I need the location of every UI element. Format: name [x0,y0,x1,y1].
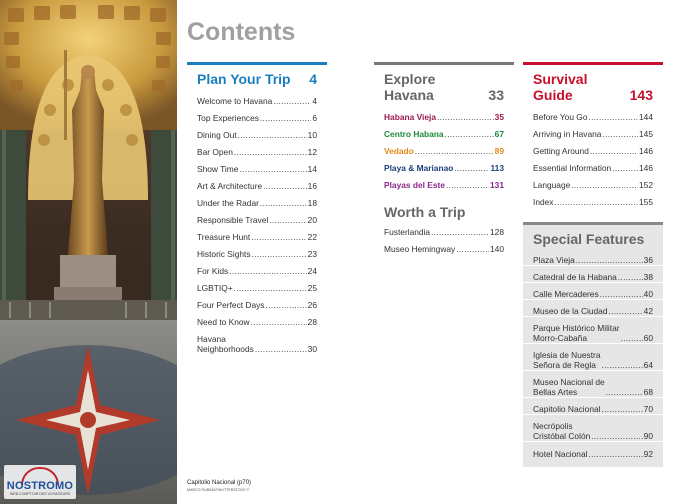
toc-item-page: 128 [490,227,504,237]
toc-item-label: Dining Out [197,130,237,140]
toc-item[interactable] [523,415,663,442]
toc-item-label: Art & Architecture [197,181,263,191]
survival-list [523,105,663,207]
neighborhood-link[interactable] [374,139,514,156]
plan-your-trip-section [187,62,327,358]
toc-item-label: Habana Vieja [384,112,436,122]
leader-dots [415,146,494,156]
leader-dots [266,300,307,310]
neighborhood-link[interactable] [374,122,514,139]
toc-item-page: 92 [643,449,653,459]
toc-item-label: Playa & Marianao [384,163,454,173]
toc-item[interactable] [187,140,327,157]
toc-item-page: 26 [307,300,317,310]
cover-photo [0,0,177,504]
special-features-section [523,222,663,467]
leader-dots [234,147,307,157]
leader-dots [255,344,307,354]
toc-item-label: Calle Mercaderes [533,289,599,299]
page-title: Contents [187,18,296,46]
toc-item[interactable] [523,249,663,266]
leader-dots [600,289,643,299]
toc-item-page: 30 [307,344,317,354]
toc-item-label [533,323,620,343]
toc-item-label: Treasure Hunt [197,232,251,242]
toc-item-label: Index [533,197,554,207]
leader-dots [251,317,307,327]
neighborhood-link[interactable] [374,173,514,190]
leader-dots [606,387,643,397]
toc-item[interactable] [187,191,327,208]
worth-header [374,190,514,220]
toc-item-page: 64 [643,360,653,370]
toc-item-page: 90 [643,431,653,441]
toc-item-label: Playas del Este [384,180,445,190]
toc-item-label: Centro Habana [384,129,444,139]
plan-title[interactable]: Plan Your Trip [197,71,291,87]
toc-item-label: Capitolio Nacional [533,404,601,414]
toc-item[interactable] [523,398,663,415]
toc-item[interactable] [523,173,663,190]
leader-dots [239,164,306,174]
toc-item-label: Museo Hemingway [384,244,456,254]
toc-item-page: 60 [643,333,653,343]
leader-dots [602,129,638,139]
toc-item-page: 38 [643,272,653,282]
survival-title[interactable] [533,71,587,103]
toc-item-page: 146 [639,146,653,156]
leader-dots [234,283,307,293]
toc-item-label-line1: Havana [197,334,226,344]
toc-item[interactable] [523,442,663,459]
leader-dots [576,255,643,265]
nostromo-logo [4,465,76,499]
leader-dots [260,198,307,208]
toc-item-page: 14 [307,164,317,174]
toc-item-page: 10 [307,130,317,140]
photo-caption [187,480,251,494]
toc-item-label-line2: Señora de Regla [533,360,596,370]
toc-item-neighborhoods[interactable] [187,327,327,354]
logo-tagline: WEB COMPTOIR DES VOYAGEURS [9,492,71,496]
toc-item-label-line1: Parque Histórico Militar [533,323,620,333]
toc-item-page: 152 [639,180,653,190]
toc-item-page: 146 [639,163,653,173]
toc-item-label-line1: Museo Nacional de [533,377,605,387]
leader-dots [446,180,489,190]
toc-item[interactable] [187,225,327,242]
explore-title-line2: Havana [384,87,434,103]
toc-item-label: Under the Radar [197,198,259,208]
toc-item[interactable] [187,259,327,276]
toc-item-label-line1: Necrópolis [533,421,573,431]
toc-item-page: 36 [643,255,653,265]
toc-item[interactable] [523,300,663,317]
toc-item-page: 6 [312,113,317,123]
toc-item-page: 67 [494,129,504,139]
toc-item-label: Four Perfect Days [197,300,265,310]
toc-item-page: 22 [307,232,317,242]
toc-item-label-line1: Iglesia de Nuestra [533,350,601,360]
toc-item-label-line2: Morro-Cabaña [533,333,587,343]
toc-item[interactable] [187,242,327,259]
worth-title[interactable]: Worth a Trip [384,204,466,220]
logo-name: NOSTROMO [6,480,74,492]
leader-dots [612,163,638,173]
toc-item-label [533,421,590,441]
toc-item[interactable] [374,220,514,237]
leader-dots [588,449,642,459]
toc-item[interactable] [187,174,327,191]
worth-list [374,220,514,254]
leader-dots [252,249,307,259]
explore-page: 33 [488,87,504,103]
leader-dots [555,197,639,207]
explore-havana-section [374,62,514,258]
toc-item-page: 20 [307,215,317,225]
toc-item-page: 16 [307,181,317,191]
leader-dots [437,112,494,122]
capitolio-illustration [0,0,177,504]
leader-dots [618,272,643,282]
leader-dots [238,130,307,140]
toc-item[interactable] [523,344,663,371]
leader-dots [260,113,311,123]
toc-item-label: Vedado [384,146,414,156]
toc-item-label: Before You Go [533,112,588,122]
toc-item-page: 35 [494,112,504,122]
leader-dots [269,215,306,225]
leader-dots [571,180,638,190]
toc-item-label: Show Time [197,164,239,174]
toc-item-page: 4 [312,96,317,106]
neighborhood-link[interactable] [374,105,514,122]
leader-dots [454,163,489,173]
caption-text: Capitolio Nacional (p70) [187,480,252,486]
toc-item-page: 113 [490,163,504,173]
leader-dots [445,129,494,139]
leader-dots [263,181,307,191]
toc-item[interactable] [187,208,327,225]
toc-item[interactable] [523,190,663,207]
leader-dots [431,227,489,237]
toc-item-page: 131 [490,180,504,190]
toc-item[interactable] [523,317,663,344]
explore-title[interactable] [384,71,435,103]
leader-dots [602,404,643,414]
toc-item-page: 23 [307,249,317,259]
survival-page: 143 [629,87,653,103]
special-title: Special Features [533,231,645,247]
toc-item-label: Getting Around [533,146,589,156]
toc-item[interactable] [523,139,663,156]
explore-header [374,65,514,103]
leader-dots [251,232,306,242]
toc-item-page: 155 [639,197,653,207]
toc-item-label: For Kids [197,266,229,276]
toc-item-page: 28 [307,317,317,327]
toc-item-label: Top Experiences [197,113,259,123]
survival-title-line2: Guide [533,87,573,103]
special-list [523,249,663,459]
toc-item-page: 42 [643,306,653,316]
toc-item-page: 144 [639,112,653,122]
explore-title-line1: Explore [384,71,436,87]
toc-item-label: Fusterlandia [384,227,431,237]
toc-item[interactable] [187,123,327,140]
toc-item-label-line2: Neighborhoods [197,344,254,354]
leader-dots [591,431,642,441]
photo-credit: MARCO RUBINO/SHUTTERSTOCK © [187,488,250,492]
toc-item-page: 68 [643,387,653,397]
toc-item-page: 89 [494,146,504,156]
toc-item-label: Language [533,180,571,190]
leader-dots [602,360,643,370]
toc-item-label-line2: Cristóbal Colón [533,431,591,441]
toc-item[interactable] [187,293,327,310]
toc-item[interactable] [523,283,663,300]
toc-item-page: 140 [490,244,504,254]
neighborhood-link[interactable] [374,156,514,173]
toc-item-label [533,350,601,370]
leader-dots [273,96,311,106]
toc-item[interactable] [187,310,327,327]
toc-item-page: 25 [307,283,317,293]
toc-item-label [533,377,605,397]
toc-item[interactable] [187,276,327,293]
toc-item-label: Historic Sights [197,249,251,259]
toc-item-label: LGBTIQ+ [197,283,233,293]
toc-item-label: Responsible Travel [197,215,269,225]
leader-dots [588,112,638,122]
toc-item[interactable] [187,157,327,174]
toc-item-label: Catedral de la Habana [533,272,617,282]
toc-item[interactable] [374,237,514,254]
toc-item-label-line2: Bellas Artes [533,387,578,397]
survival-header [523,65,663,103]
toc-item-label: Essential Information [533,163,612,173]
explore-list [374,105,514,190]
leader-dots [456,244,489,254]
toc-item-page: 70 [643,404,653,414]
toc-item-label: Need to Know [197,317,250,327]
toc-item-page: 18 [307,198,317,208]
plan-list [187,89,327,327]
toc-item[interactable] [187,106,327,123]
toc-item[interactable] [523,156,663,173]
leader-dots [229,266,306,276]
toc-item-page: 145 [639,129,653,139]
toc-item-label: Bar Open [197,147,233,157]
toc-item[interactable] [523,105,663,122]
leader-dots [590,146,638,156]
plan-page: 4 [309,71,317,87]
toc-item-page: 24 [307,266,317,276]
survival-title-line1: Survival [533,71,588,87]
toc-item-page: 12 [307,147,317,157]
toc-item[interactable] [187,89,327,106]
toc-item-label: Welcome to Havana [197,96,273,106]
survival-guide-section [523,62,663,212]
leader-dots [609,306,643,316]
toc-item-label: Museo de la Ciudad [533,306,608,316]
toc-item-label: Hotel Nacional [533,449,588,459]
toc-item[interactable] [523,266,663,283]
plan-header [187,65,327,87]
leader-dots [621,333,643,343]
toc-item[interactable] [523,122,663,139]
toc-item-label: Plaza Vieja [533,255,575,265]
toc-item-page: 40 [643,289,653,299]
special-header [523,225,663,249]
toc-item[interactable] [523,371,663,398]
toc-item-label: Arriving in Havana [533,129,602,139]
